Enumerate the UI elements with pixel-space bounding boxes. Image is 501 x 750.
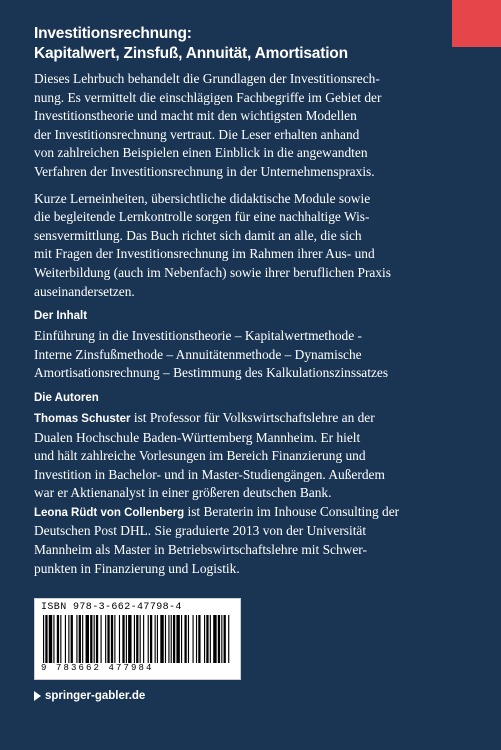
- barcode-bar: [96, 615, 98, 663]
- paragraph-line: die begleitende Lernkontrolle sorgen für eine nachhaltige Wis-: [34, 209, 370, 225]
- barcode-bar: [206, 615, 208, 663]
- bio-line: war er Aktienanalyst in einer größeren deutschen Bank.: [34, 485, 332, 501]
- barcode-bar: [193, 615, 194, 663]
- bio-line: punkten in Finanzierung und Logistik.: [34, 560, 240, 576]
- barcode-bar: [221, 615, 222, 663]
- inhalt-line: Amortisationsrechnung – Bestimmung des Kalkulationszinssatzes: [34, 365, 389, 381]
- barcode-bar: [114, 615, 115, 663]
- inhalt-paragraph: [34, 327, 474, 383]
- barcode-bar: [181, 615, 182, 663]
- publisher-link[interactable]: [34, 690, 145, 702]
- barcode-bar: [143, 615, 144, 663]
- barcode-bar: [68, 615, 69, 663]
- barcode-bar: [90, 615, 92, 663]
- barcode-bar: [134, 615, 135, 663]
- author-2-first-line: [34, 503, 474, 523]
- barcode-bars: [41, 615, 233, 663]
- inhalt-heading: Der Inhalt: [34, 310, 88, 323]
- barcode-bar: [136, 615, 138, 663]
- barcode-bar: [43, 615, 44, 663]
- barcode-bar: [53, 615, 54, 663]
- arrow-right-icon: [34, 691, 41, 701]
- paragraph-line: auseinandersetzen.: [34, 283, 135, 299]
- barcode-bar: [94, 615, 95, 663]
- intro-line: Dieses Lehrbuch behandelt die Grundlagen der Investitionsrech-: [34, 71, 380, 86]
- paragraph-line: sensvermittlung. Das Buch richtet sich damit an alle, die sich: [34, 227, 362, 243]
- barcode-bar: [101, 615, 102, 663]
- paragraph-line: mit Fragen der Investitionsrechnung im Rahmen ihrer Aus- und: [34, 246, 375, 262]
- barcode-bar: [82, 615, 83, 663]
- barcode-bar: [111, 615, 113, 663]
- barcode-bar: [171, 615, 172, 663]
- barcode-bar: [148, 615, 149, 663]
- author-1-intro: ist Professor für Volkswirtschaftslehre an der: [130, 409, 375, 425]
- barcode-bar: [155, 615, 156, 663]
- barcode-bar: [60, 615, 61, 663]
- bio-line: Deutschen Post DHL. Sie graduierte 2013 von der Universität: [34, 523, 367, 539]
- author-1-first-line: [34, 409, 474, 429]
- paragraph-line: Weiterbildung (auch im Nebenfach) sowie ihrer beruflichen Praxis: [34, 264, 391, 280]
- back-cover-text: [34, 24, 474, 586]
- barcode-bar: [204, 615, 205, 663]
- barcode-bar: [122, 615, 124, 663]
- title-line-1: Investitionsrechnung:: [34, 25, 192, 42]
- barcode-bar: [210, 615, 211, 663]
- author-2-name: Leona Rüdt von Collenberg: [34, 506, 185, 519]
- intro-line: von zahlreichen Beispielen einen Einblick in die angewandten: [34, 145, 368, 161]
- barcode-bar: [79, 615, 81, 663]
- barcode-bar: [126, 615, 127, 663]
- author-1-bio: [34, 409, 474, 503]
- barcode-bar: [140, 615, 141, 663]
- intro-line: Verfahren der Investitionsrechnung in der Unternehmenspraxis.: [34, 163, 375, 179]
- barcode-bar: [224, 615, 226, 663]
- isbn-label: ISBN 978-3-662-47798-4: [41, 602, 182, 613]
- barcode-bar: [49, 615, 52, 663]
- author-1-name: Thomas Schuster: [34, 412, 131, 425]
- isbn-barcode: [34, 598, 241, 680]
- barcode-bar: [57, 615, 59, 663]
- barcode-bar: [218, 615, 220, 663]
- barcode-bar: [71, 615, 73, 663]
- title-line-2: Kapitalwert, Zinsfuß, Annuität, Amortisation: [34, 44, 348, 62]
- second-paragraph: [34, 190, 474, 302]
- intro-paragraph: [34, 70, 474, 182]
- barcode-bar: [173, 615, 175, 663]
- intro-line: der Investitionsrechnung vertraut. Die Leser erhalten anhand: [34, 126, 360, 142]
- barcode-bar: [128, 615, 131, 663]
- author-2-intro: ist Beraterin im Inhouse Consulting der: [184, 503, 400, 519]
- barcode-bar: [165, 615, 166, 663]
- inhalt-line: Einführung in die Investitionstheorie – Kapitalwertmethode -: [34, 328, 362, 344]
- barcode-bar: [168, 615, 169, 663]
- barcode-bar: [119, 615, 120, 663]
- bio-line: Mannheim als Master in Betriebswirtschaftslehre mit Schwer-: [34, 542, 367, 558]
- paragraph-line: Kurze Lerneinheiten, übersichtliche didaktische Module sowie: [34, 190, 371, 206]
- autoren-heading: Die Autoren: [34, 391, 99, 404]
- barcode-bar: [76, 615, 77, 663]
- barcode-bar: [160, 615, 163, 663]
- barcode-bar: [157, 615, 158, 663]
- barcode-bar: [65, 615, 66, 663]
- barcode-bar: [228, 615, 229, 663]
- barcode-bar: [188, 615, 189, 663]
- barcode-bar: [184, 615, 186, 663]
- barcode-bar: [213, 615, 216, 663]
- barcode-bar: [107, 615, 109, 663]
- bio-line: und hält zahlreiche Vorlesungen im Bereich Finanzierung und: [34, 448, 366, 464]
- intro-line: nung. Es vermittelt die einschlägigen Fachbegriffe im Gebiet der: [34, 89, 382, 105]
- barcode-bar: [198, 615, 200, 663]
- barcode-bar: [86, 615, 89, 663]
- barcode-digits: 9 783662 477984: [41, 663, 154, 673]
- barcode-bar: [176, 615, 179, 663]
- barcode-bar: [196, 615, 197, 663]
- publisher-link-text[interactable]: springer-gabler.de: [45, 690, 146, 702]
- bio-line: Dualen Hochschule Baden-Württemberg Mannheim. Er hielt: [34, 429, 361, 445]
- inhalt-line: Interne Zinsfußmethode – Annuitätenmethode – Dynamische: [34, 346, 362, 362]
- barcode-bar: [45, 615, 47, 663]
- barcode-bar: [105, 615, 106, 663]
- barcode-bar: [150, 615, 152, 663]
- intro-line: Investitionstheorie und macht mit den wichtigsten Modellen: [34, 108, 357, 124]
- bio-line: Investition in Bachelor- und in Master-Studiengängen. Außerdem: [34, 466, 385, 482]
- book-title: [34, 24, 474, 63]
- author-2-bio: [34, 503, 474, 578]
